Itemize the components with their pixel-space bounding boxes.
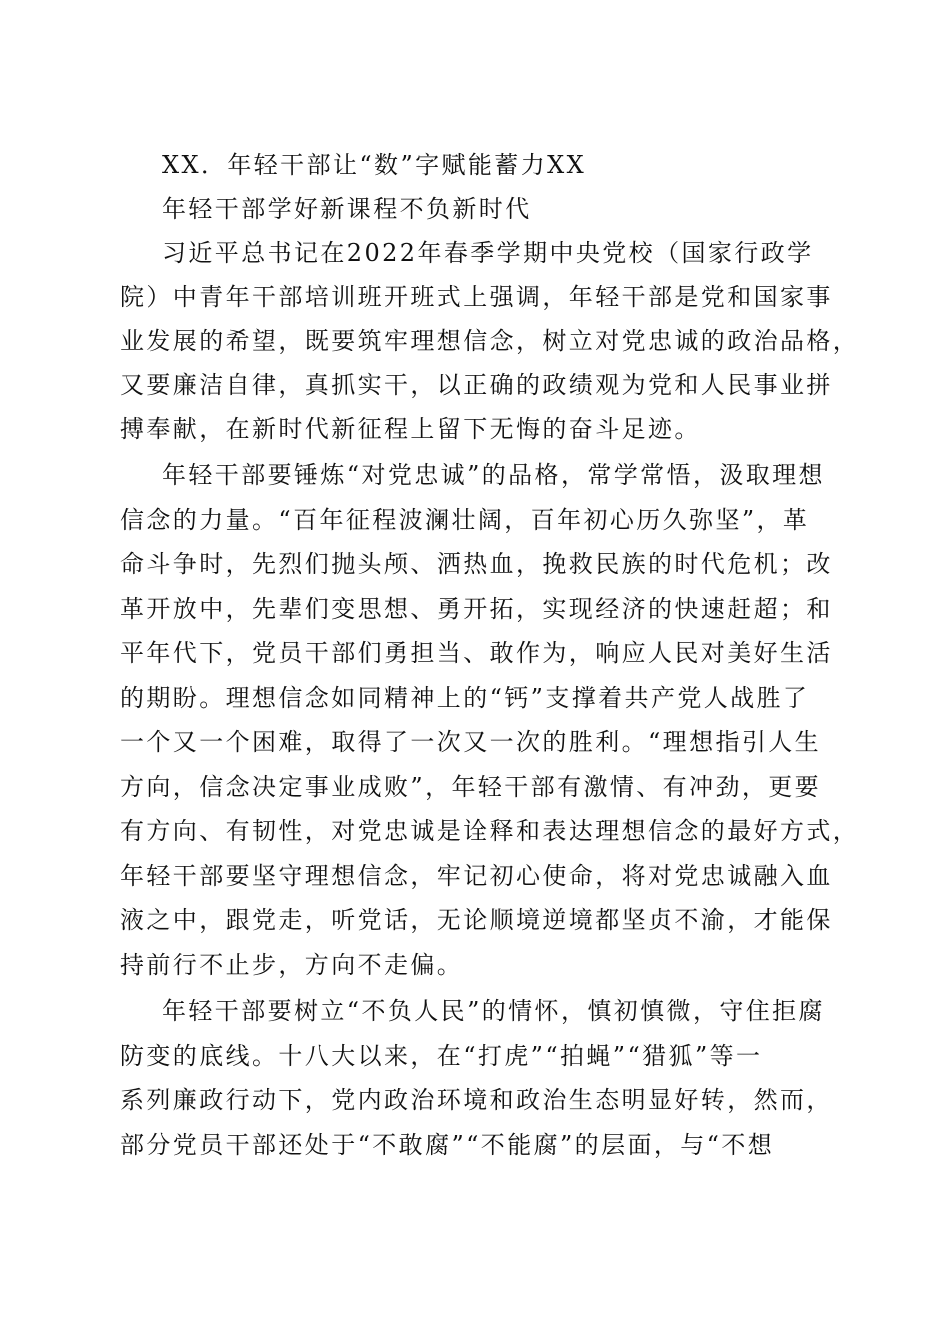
paragraph-line: 方向，信念决定事业成败”，年轻干部有激情、有冲劲，更要 (120, 773, 822, 801)
paragraph-line: 信念的力量。“百年征程波澜壮阔，百年初心历久弥坚”，革 (120, 506, 810, 534)
paragraph-line: 年轻干部要树立“不负人民”的情怀，慎初慎微，守住拒腐 (162, 997, 825, 1025)
paragraph-line: 平年代下，党员干部们勇担当、敢作为，响应人民对美好生活 (120, 639, 833, 667)
paragraph-line: 业发展的希望，既要筑牢理想信念，树立对党忠诚的政治品格， (120, 327, 860, 355)
paragraph-line: 年轻干部要坚守理想信念，牢记初心使命，将对党忠诚融入血 (120, 862, 833, 890)
paragraph-line: 液之中，跟党走，听党话，无论顺境逆境都坚贞不渝，才能保 (120, 906, 833, 934)
document-subtitle: 年轻干部学好新课程不负新时代 (162, 195, 532, 223)
paragraph-line: 院）中青年干部培训班开班式上强调，年轻干部是党和国家事 (120, 283, 833, 311)
paragraph-line: 又要廉洁自律，真抓实干，以正确的政绩观为党和人民事业拼 (120, 371, 833, 399)
paragraph-line: 持前行不止步，方向不走偏。 (120, 951, 464, 979)
paragraph-line: 有方向、有韧性，对党忠诚是诠释和表达理想信念的最好方式， (120, 817, 860, 845)
document-title: XX．年轻干部让“数”字赋能蓄力XX (162, 151, 587, 179)
paragraph-line: 革开放中，先辈们变思想、勇开拓，实现经济的快速赶超；和 (120, 595, 833, 623)
paragraph-line: 习近平总书记在2022年春季学期中央党校（国家行政学 (162, 239, 814, 267)
paragraph-line: 命斗争时，先烈们抛头颅、洒热血，挽救民族的时代危机；改 (120, 550, 833, 578)
paragraph-line: 部分党员干部还处于“不敢腐”“不能腐”的层面，与“不想 (120, 1131, 775, 1159)
paragraph-line: 系列廉政行动下，党内政治环境和政治生态明显好转，然而， (120, 1086, 833, 1114)
paragraph-line: 搏奉献，在新时代新征程上留下无悔的奋斗足迹。 (120, 415, 701, 443)
paragraph-line: 一个又一个困难，取得了一次又一次的胜利。“理想指引人生 (120, 728, 822, 756)
paragraph-line: 年轻干部要锤炼“对党忠诚”的品格，常学常悟，汲取理想 (162, 461, 825, 489)
paragraph-line: 防变的底线。十八大以来，在“打虎”“拍蝇”“猎狐”等一 (120, 1042, 763, 1070)
paragraph-line: 的期盼。理想信念如同精神上的“钙”支撑着共产党人战胜了 (120, 684, 810, 712)
